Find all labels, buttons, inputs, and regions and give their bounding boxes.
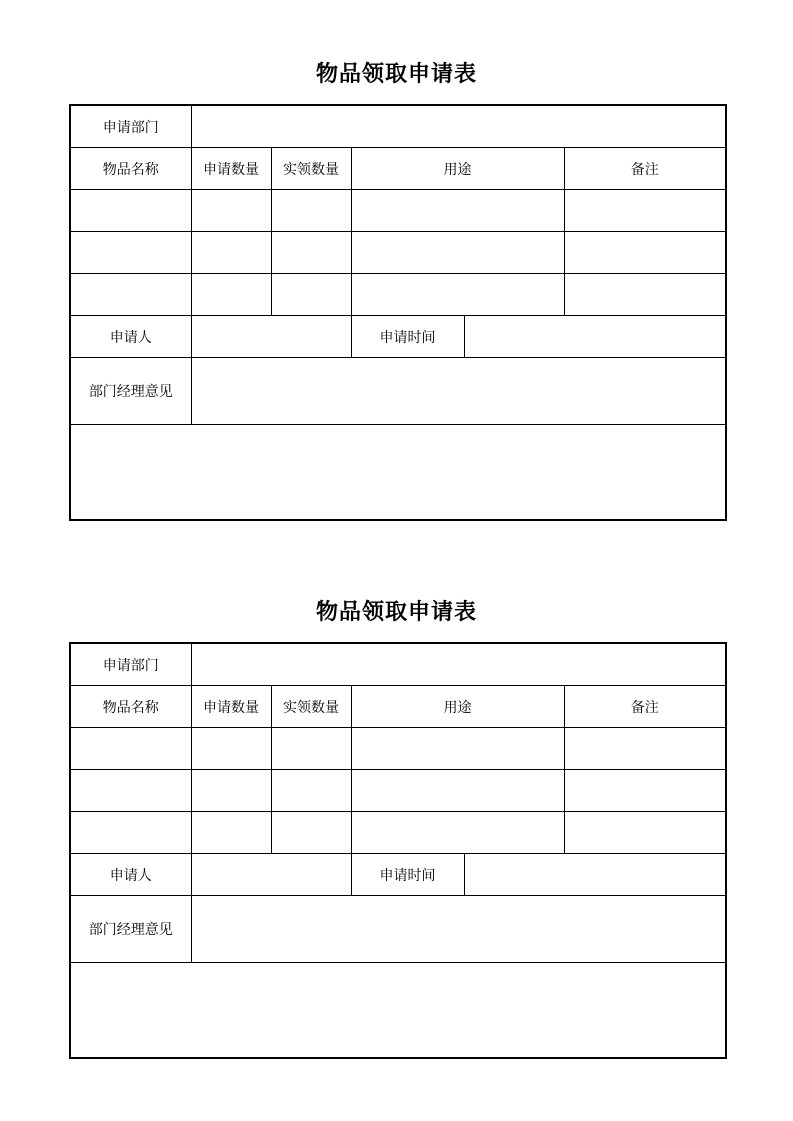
actual-qty-cell[interactable] [271, 190, 351, 232]
remarks-cell[interactable] [564, 190, 726, 232]
item-row [70, 812, 726, 854]
requested-qty-header: 申请数量 [191, 148, 271, 190]
applicant-field[interactable] [191, 854, 351, 896]
requisition-table [69, 104, 727, 521]
applicant-row [70, 316, 726, 358]
apply-time-field[interactable] [464, 316, 726, 358]
item-name-header: 物品名称 [70, 686, 191, 728]
item-row [70, 274, 726, 316]
blank-area-row [70, 963, 726, 1059]
purpose-cell[interactable] [351, 728, 564, 770]
purpose-cell[interactable] [351, 232, 564, 274]
item-name-cell[interactable] [70, 232, 191, 274]
applicant-field[interactable] [191, 316, 351, 358]
department-field[interactable] [191, 643, 726, 686]
requested-qty-cell[interactable] [191, 190, 271, 232]
requested-qty-cell[interactable] [191, 770, 271, 812]
item-name-cell[interactable] [70, 274, 191, 316]
requested-qty-cell[interactable] [191, 728, 271, 770]
remarks-cell[interactable] [564, 232, 726, 274]
applicant-label: 申请人 [70, 854, 191, 896]
purpose-cell[interactable] [351, 812, 564, 854]
manager-opinion-field[interactable] [191, 896, 726, 963]
item-name-cell[interactable] [70, 770, 191, 812]
remarks-cell[interactable] [564, 812, 726, 854]
requested-qty-cell[interactable] [191, 274, 271, 316]
apply-time-label: 申请时间 [351, 854, 464, 896]
purpose-header: 用途 [351, 148, 564, 190]
requisition-table [69, 642, 727, 1059]
manager-opinion-field[interactable] [191, 358, 726, 425]
remarks-cell[interactable] [564, 274, 726, 316]
actual-qty-header: 实领数量 [271, 686, 351, 728]
item-name-header: 物品名称 [70, 148, 191, 190]
department-row [70, 643, 726, 686]
purpose-header: 用途 [351, 686, 564, 728]
requested-qty-cell[interactable] [191, 812, 271, 854]
form-title: 物品领取申请表 [315, 61, 477, 87]
item-row [70, 770, 726, 812]
blank-area[interactable] [70, 425, 726, 521]
manager-opinion-label: 部门经理意见 [70, 896, 191, 963]
header-row [70, 686, 726, 728]
actual-qty-cell[interactable] [271, 232, 351, 274]
item-name-cell[interactable] [70, 812, 191, 854]
blank-area-row [70, 425, 726, 521]
purpose-cell[interactable] [351, 770, 564, 812]
remarks-cell[interactable] [564, 770, 726, 812]
manager-opinion-row [70, 358, 726, 425]
applicant-row [70, 854, 726, 896]
actual-qty-cell[interactable] [271, 728, 351, 770]
applicant-label: 申请人 [70, 316, 191, 358]
actual-qty-cell[interactable] [271, 274, 351, 316]
actual-qty-header: 实领数量 [271, 148, 351, 190]
form-title: 物品领取申请表 [315, 599, 477, 625]
item-row [70, 232, 726, 274]
apply-time-field[interactable] [464, 854, 726, 896]
remarks-cell[interactable] [564, 728, 726, 770]
remarks-header: 备注 [564, 686, 726, 728]
item-row [70, 728, 726, 770]
requested-qty-cell[interactable] [191, 232, 271, 274]
department-label: 申请部门 [70, 643, 191, 686]
department-label: 申请部门 [70, 105, 191, 148]
item-row [70, 190, 726, 232]
department-field[interactable] [191, 105, 726, 148]
apply-time-label: 申请时间 [351, 316, 464, 358]
item-name-cell[interactable] [70, 190, 191, 232]
purpose-cell[interactable] [351, 190, 564, 232]
actual-qty-cell[interactable] [271, 770, 351, 812]
manager-opinion-row [70, 896, 726, 963]
remarks-header: 备注 [564, 148, 726, 190]
blank-area[interactable] [70, 963, 726, 1059]
purpose-cell[interactable] [351, 274, 564, 316]
item-name-cell[interactable] [70, 728, 191, 770]
department-row [70, 105, 726, 148]
actual-qty-cell[interactable] [271, 812, 351, 854]
header-row [70, 148, 726, 190]
requested-qty-header: 申请数量 [191, 686, 271, 728]
manager-opinion-label: 部门经理意见 [70, 358, 191, 425]
